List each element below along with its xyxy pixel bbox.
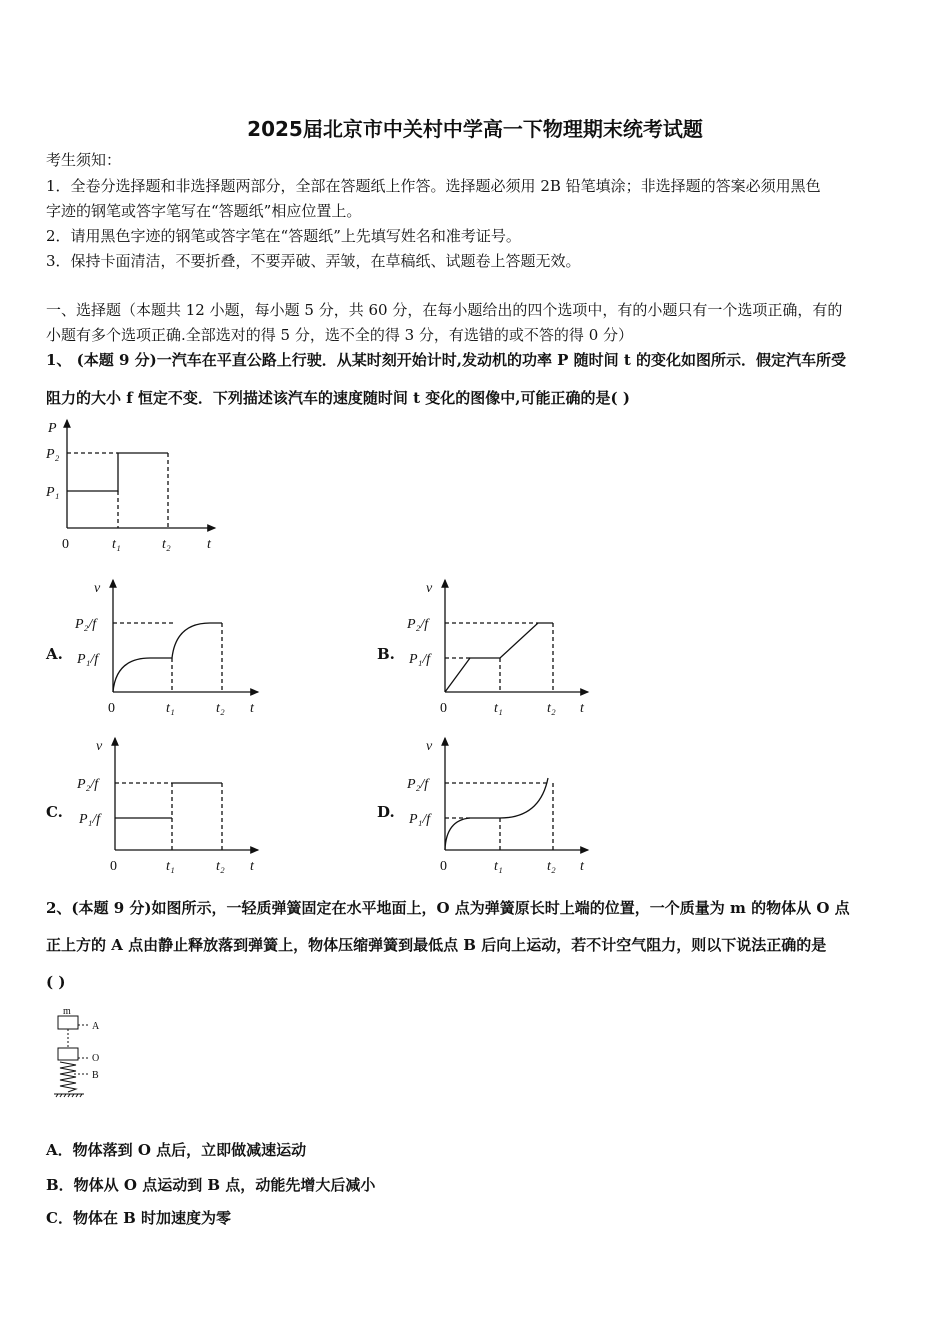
q2-option-c: C．物体在 B 时加速度为零 (46, 1209, 232, 1227)
origin-label: 0 (440, 859, 447, 874)
option-d-label: D. (377, 803, 395, 821)
axis-label-t: t (250, 859, 254, 874)
origin-label: 0 (440, 701, 447, 716)
notice-line: 1．全卷分选择题和非选择题两部分，全部在答题纸上作答。选择题必须用 2B 铅笔填涂；非选择题的答案必须用黑色 (46, 177, 821, 195)
tick-t1: t₁ (166, 701, 175, 716)
label-p2f: P₂/f (407, 777, 429, 792)
tick-t1: t₁ (112, 537, 121, 552)
label-p2f: P₂/f (407, 617, 429, 632)
question-2-text: ( ) (46, 973, 66, 991)
axis-label-v: v (94, 581, 101, 596)
q2-option-b: B．物体从 O 点运动到 B 点，动能先增大后减小 (46, 1176, 376, 1194)
axis-label-v: v (426, 739, 433, 754)
velocity-curve (113, 623, 222, 692)
label-p1f: P₁/f (409, 812, 431, 827)
label-m: m (63, 1006, 71, 1017)
option-b-label: B. (377, 645, 395, 663)
label-a: A (92, 1021, 100, 1032)
notice-line: 字迹的钢笔或答字笔写在“答题纸”相应位置上。 (46, 202, 362, 220)
origin-label: 0 (108, 701, 115, 716)
axis-label-v: v (96, 739, 103, 754)
label-b: B (92, 1070, 99, 1081)
tick-t1: t₁ (166, 859, 175, 874)
axis-label-t: t (580, 859, 584, 874)
question-1-text: 阻力的大小 f 恒定不变．下列描述该汽车的速度随时间 t 变化的图像中,可能正确的是( ) (46, 389, 630, 407)
q2-option-a: A．物体落到 O 点后，立即做减速运动 (46, 1141, 307, 1159)
label-p1f: P₁/f (409, 652, 431, 667)
label-p2: P₂ (46, 447, 60, 462)
label-p1f: P₁/f (79, 812, 101, 827)
notice-line: 3．保持卡面清洁，不要折叠，不要弄破、弄皱，在草稿纸、试题卷上答题无效。 (46, 252, 581, 270)
graph-d (445, 738, 588, 850)
label-p1: P₁ (46, 485, 60, 500)
option-c-label: C. (46, 803, 63, 821)
mass-block-top (58, 1016, 78, 1029)
label-p2f: P₂/f (75, 617, 97, 632)
question-1-text: 1、 (本题 9 分)一汽车在平直公路上行驶．从某时刻开始计时,发动机的功率 P 随时间 t 的变化如图所示．假定汽车所受 (46, 351, 847, 369)
tick-t2: t₂ (216, 859, 225, 874)
axis-label-p: P (48, 421, 57, 436)
notice-line: 2．请用黑色字迹的钢笔或答字笔在“答题纸”上先填写姓名和准考证号。 (46, 227, 521, 245)
label-p1f: P₁/f (77, 652, 99, 667)
question-2-text: 正上方的 A 点由静止释放落到弹簧上，物体压缩弹簧到最低点 B 后向上运动，若不计空气阻力，则以下说法正确的是 (46, 936, 827, 954)
graph-a (113, 580, 258, 692)
mass-block-bottom (58, 1048, 78, 1060)
tick-t2: t₂ (216, 701, 225, 716)
graph-c (115, 738, 258, 850)
question-2-text: 2、(本题 9 分)如图所示，一轻质弹簧固定在水平地面上，O 点为弹簧原长时上端的位置，一个质量为 m 的物体从 O 点 (46, 899, 850, 917)
page-title: 2025届北京市中关村中学高一下物理期末统考试题 (247, 117, 703, 141)
dashed-guide (68, 1025, 90, 1074)
axis-label-v: v (426, 581, 433, 596)
tick-t2: t₂ (162, 537, 171, 552)
notice-heading: 考生须知： (46, 151, 122, 169)
option-a-label: A. (46, 645, 63, 663)
dashed-guide (115, 783, 222, 850)
axis-label-t: t (580, 701, 584, 716)
axis-label-t: t (250, 701, 254, 716)
tick-t2: t₂ (547, 859, 556, 874)
axis-label-t: t (207, 537, 211, 552)
power-line (67, 453, 168, 491)
power-time-graph (67, 420, 215, 528)
origin-label: 0 (110, 859, 117, 874)
velocity-curve (445, 778, 548, 850)
tick-t1: t₁ (494, 859, 503, 874)
label-o: O (92, 1053, 100, 1064)
spring-coil (60, 1062, 76, 1092)
velocity-curve (115, 783, 222, 818)
dashed-guide (445, 783, 553, 850)
section-heading: 小题有多个选项正确.全部选对的得 5 分，选不全的得 3 分，有选错的或不答的得 0 分） (46, 326, 634, 344)
tick-t2: t₂ (547, 701, 556, 716)
graph-b (445, 580, 588, 692)
spring-figure (54, 1016, 90, 1097)
origin-label: 0 (62, 537, 69, 552)
label-p2f: P₂/f (77, 777, 99, 792)
tick-t1: t₁ (494, 701, 503, 716)
section-heading: 一、选择题（本题共 12 小题，每小题 5 分，共 60 分，在每小题给出的四个选项中，有的小题只有一个选项正确，有的 (46, 301, 843, 319)
